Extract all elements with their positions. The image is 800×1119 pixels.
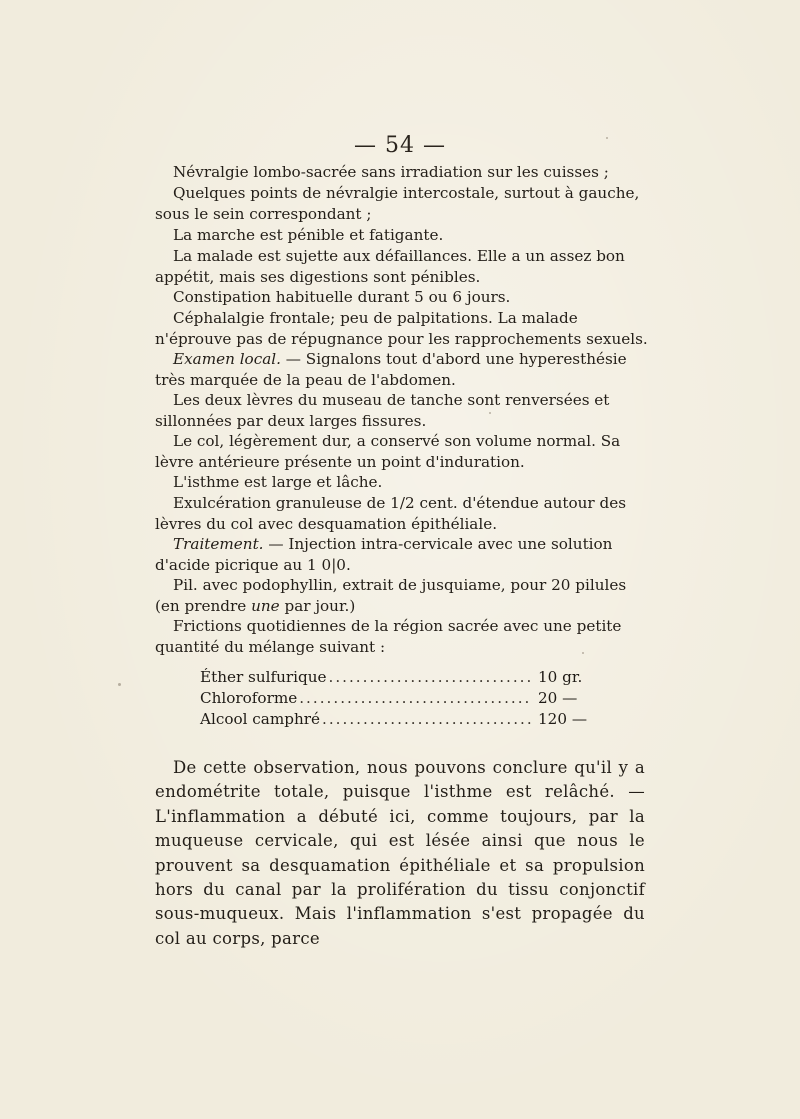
recipe-ingredient: Alcool camphré — [200, 710, 321, 728]
recipe-ingredient: Éther sulfurique — [200, 668, 327, 686]
recipe-row — [200, 667, 620, 688]
paragraph-text: — Injection intra-cervicale avec une solution d'acide picrique au 1 0|0. — [155, 535, 613, 574]
paragraph-text: Pil. avec podophyllin, extrait de jusquiame, pour 20 pilules (en prendre — [155, 576, 627, 615]
paper-speck — [606, 137, 608, 139]
section-heading-examen: Examen local. — [173, 350, 281, 368]
paragraph: Constipation habituelle durant 5 ou 6 jours. — [173, 288, 511, 306]
recipe-row — [200, 709, 620, 730]
conclusion-paragraph: De cette observation, nous pouvons conclure qu'il y a endométrite totale, puisque l'isthme est relâché. — L'inflammation a débuté ici, comme toujours, par la muqueuse cervicale, qui est lésée ainsi que nous le prouvent sa desquamation épithéliale et sa propulsion hors du canal par la prolifération du tissu conjonctif sous-muqueux. Mais l'inflammation s'est propagée du col au corps, parce — [155, 758, 645, 948]
paper-speck — [118, 683, 121, 686]
paragraph: Exulcération granuleuse de 1/2 cent. d'étendue autour des lèvres du col avec desquamation épithéliale. — [155, 494, 627, 533]
emphasis: une — [251, 596, 280, 615]
paragraph: La marche est pénible et fatigante. — [173, 226, 444, 244]
paragraph: Névralgie lombo-sacrée sans irradiation sur les cuisses ; — [173, 163, 609, 181]
paragraph: La malade est sujette aux défaillances. Elle a un assez bon appétit, mais ses digestions sont pénibles. — [155, 247, 625, 286]
paragraph: Le col, légèrement dur, a conservé son volume normal. Sa lèvre antérieure présente un point d'induration. — [155, 432, 621, 471]
paragraph: Les deux lèvres du museau de tanche sont renversées et sillonnées par deux larges fissures. — [155, 391, 610, 430]
paragraph — [155, 575, 650, 616]
dot-leader — [322, 709, 532, 730]
dot-leader — [329, 667, 533, 688]
recipe-list — [200, 667, 620, 730]
dot-leader — [299, 688, 532, 709]
recipe-quantity: 20 — — [538, 689, 578, 707]
recipe-quantity: 10 gr. — [538, 668, 583, 686]
paragraph: Frictions quotidiennes de la région sacrée avec une petite quantité du mélange suivant : — [155, 617, 622, 656]
paragraph: Céphalalgie frontale; peu de palpitations. La malade n'éprouve pas de répugnance pour les rapprochements sexuels. — [155, 309, 648, 348]
recipe-row — [200, 688, 620, 709]
paragraph — [155, 534, 650, 575]
paper-speck — [582, 652, 584, 654]
section-heading-traitement: Traitement. — [173, 535, 264, 553]
paragraph: Quelques points de névralgie intercostale, surtout à gauche, sous le sein correspondant ; — [155, 184, 640, 223]
paragraph — [155, 349, 650, 390]
recipe-quantity: 120 — — [538, 710, 588, 728]
paragraph: L'isthme est large et lâche. — [173, 473, 383, 491]
paragraph-text: par jour.) — [279, 596, 356, 615]
paragraph-text: — Signalons tout d'abord une hyperesthésie très marquée de la peau de l'abdomen. — [155, 350, 627, 389]
page-number: — 54 — — [354, 133, 446, 158]
recipe-ingredient: Chloroforme — [200, 689, 298, 707]
paper-speck — [489, 412, 491, 414]
